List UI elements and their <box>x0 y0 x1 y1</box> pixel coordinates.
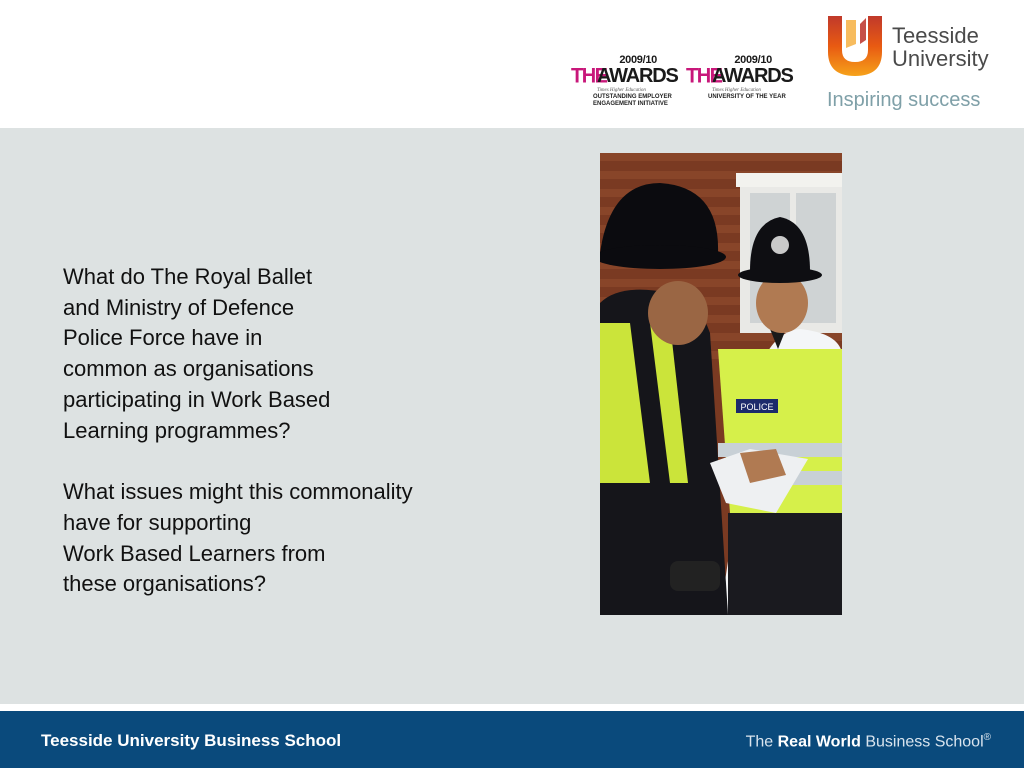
question-paragraph-1: What do The Royal Ballet and Ministry of Defence Police Force have in common as organisations participating in Work Based Learning programmes? <box>63 264 331 443</box>
university-logo-text <box>892 24 989 70</box>
award-year: 2009/10 <box>734 54 772 66</box>
footer-slogan-post: Business School <box>860 733 984 751</box>
footer-slogan <box>746 732 991 751</box>
logo-line2: University <box>892 46 989 71</box>
award-the-label: THE <box>571 64 607 88</box>
footer-separator <box>0 704 1024 711</box>
award-the-label: THE <box>686 64 722 88</box>
police-badge-text: POLICE <box>740 402 774 412</box>
award-category <box>593 94 672 108</box>
logo-tagline: Inspiring success <box>827 89 981 111</box>
award-badge-employer-engagement <box>571 54 678 110</box>
award-awards-label: AWARDS <box>597 65 678 87</box>
footer-slogan-bold: Real World <box>777 733 861 751</box>
award-badge-university-of-year <box>686 54 793 110</box>
teesside-u-logo-icon <box>826 14 884 78</box>
award-source: Times Higher Education <box>597 88 646 93</box>
award-year: 2009/10 <box>619 54 657 66</box>
award-awards-label: AWARDS <box>712 65 793 87</box>
award-category-line1: OUTSTANDING EMPLOYER <box>593 94 672 100</box>
footer-slogan-pre: The <box>745 733 778 751</box>
question-text <box>63 262 493 600</box>
slide-footer <box>0 711 1024 768</box>
award-category-line2: ENGAGEMENT INITIATIVE <box>593 101 668 107</box>
award-category <box>708 94 786 101</box>
footer-school-name: Teesside University Business School <box>41 731 342 750</box>
question-paragraph-2: What issues might this commonality have for supporting Work Based Learners from these organisations? <box>63 479 413 597</box>
police-officers-photo <box>600 153 842 615</box>
award-category-line1: UNIVERSITY OF THE YEAR <box>708 94 786 100</box>
award-source: Times Higher Education <box>712 88 761 93</box>
slide-header <box>0 0 1024 128</box>
logo-line1: Teesside <box>892 23 979 48</box>
registered-mark: ® <box>983 732 991 743</box>
